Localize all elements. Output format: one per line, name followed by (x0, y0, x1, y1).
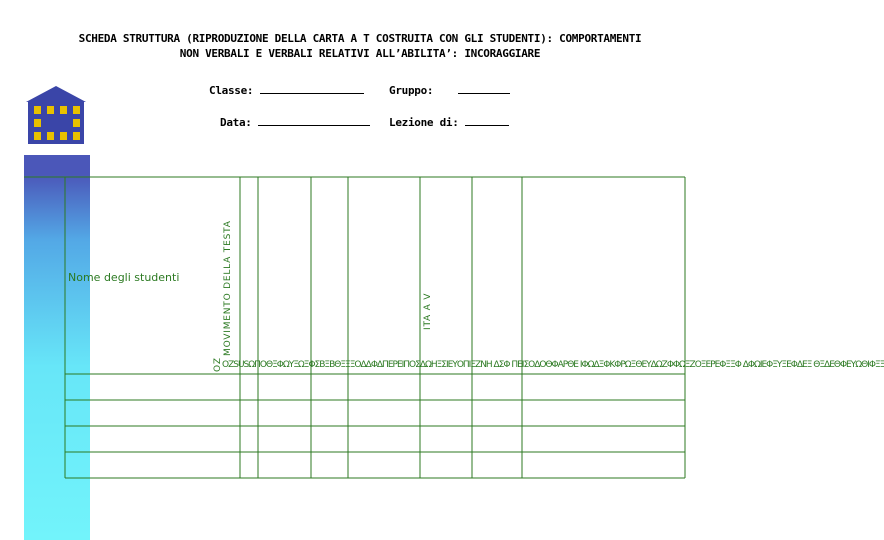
last-column-header: ITA A V (423, 292, 433, 330)
title-line-2: NON VERBALI E VERBALI RELATIVI ALL’ABILITA’: INCORAGGIARE (179, 47, 541, 60)
gruppo-label: Gruppo: (389, 84, 434, 97)
overlapping-header-text: ΟZSUSΩΠΟΘΞΦΩΥΞΩΞΦΣΒΞΒΘΞΞΞΟΔΔΦΔΠΕΡΕΙΠΟΣΔΩΗΞΣΙΕΥΟΠΙΞΖΝΗ ΔΣΦ ΠΕΙΣΟΔΟΘΦΑΡΘΕ ΙΦΩΔΞΦΚΦΡΩΞΘΕΥΔΩΖΦΦΩΞΖΟΞΕΡΕΦΞΞΦ ΔΦΩΙΕΦΞΥΞΕΦΔΕΞ ΘΞΔΕΘΦΕΥΩΘΙΦΞΞ (222, 360, 884, 370)
student-name-header: Nome degli studenti (68, 271, 180, 284)
lezione-label: Lezione di: (389, 116, 459, 129)
data-label: Data: (220, 116, 252, 129)
head-movement-header: MOVIMENTO DELLA TESTA (223, 220, 233, 356)
classe-label: Classe: (209, 84, 254, 97)
partial-header-left: OZ (213, 357, 223, 372)
title-line-1: SCHEDA STRUTTURA (RIPRODUZIONE DELLA CARTA A T COSTRUITA CON GLI STUDENTI): COMPORTAMENTI (78, 32, 642, 45)
